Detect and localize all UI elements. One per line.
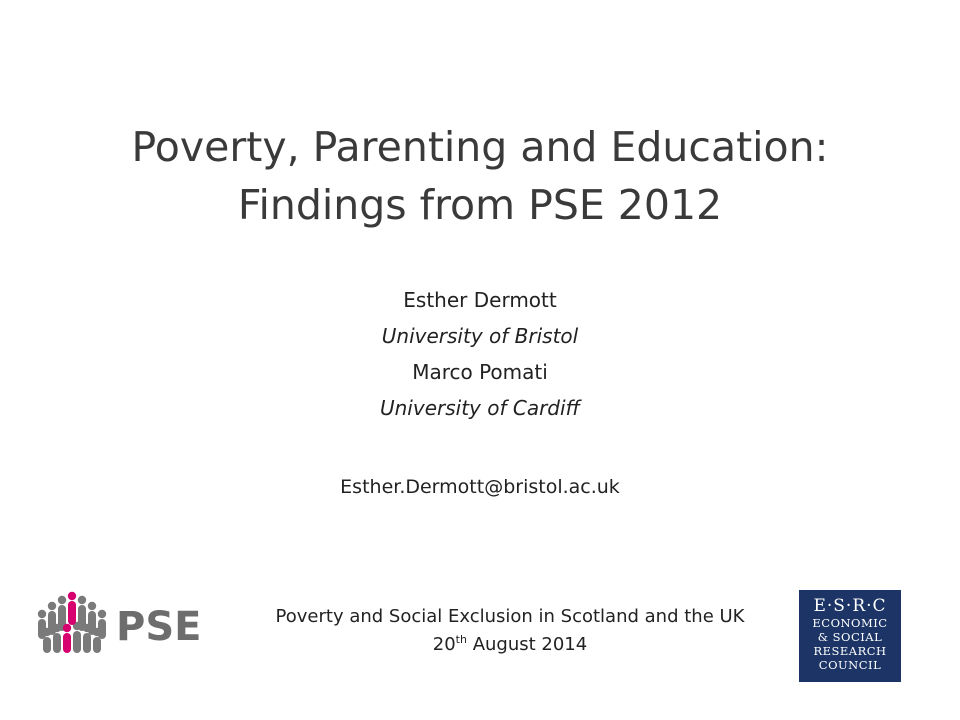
date-day: 20	[432, 634, 456, 655]
slide-title	[60, 118, 900, 234]
esrc-line: ECONOMIC	[812, 616, 888, 630]
author-name: Esther Dermott	[403, 288, 557, 312]
event-name: Poverty and Social Exclusion in Scotland and the UK	[275, 606, 745, 627]
pse-wordmark: PSE	[116, 604, 202, 650]
pse-logo	[32, 588, 232, 658]
title-line-1: Poverty, Parenting and Education:	[131, 123, 829, 171]
esrc-line: & SOCIAL	[817, 630, 883, 644]
esrc-initials: E·S·R·C	[813, 596, 887, 616]
author-affiliation: University of Bristol	[381, 324, 579, 348]
footer-event	[250, 603, 770, 659]
contact-email[interactable]: Esther.Dermott@bristol.ac.uk	[340, 476, 620, 498]
title-line-2: Findings from PSE 2012	[237, 181, 723, 229]
date-rest: August 2014	[466, 634, 588, 655]
date-suffix: th	[455, 633, 467, 646]
event-date	[250, 631, 770, 659]
esrc-line: RESEARCH	[813, 644, 887, 658]
esrc-line: COUNCIL	[818, 658, 882, 672]
author-affiliation: University of Cardiff	[379, 396, 580, 420]
author-name: Marco Pomati	[412, 360, 548, 384]
author-list	[280, 282, 680, 426]
esrc-logo	[799, 590, 901, 682]
people-cluster-icon	[38, 592, 106, 653]
